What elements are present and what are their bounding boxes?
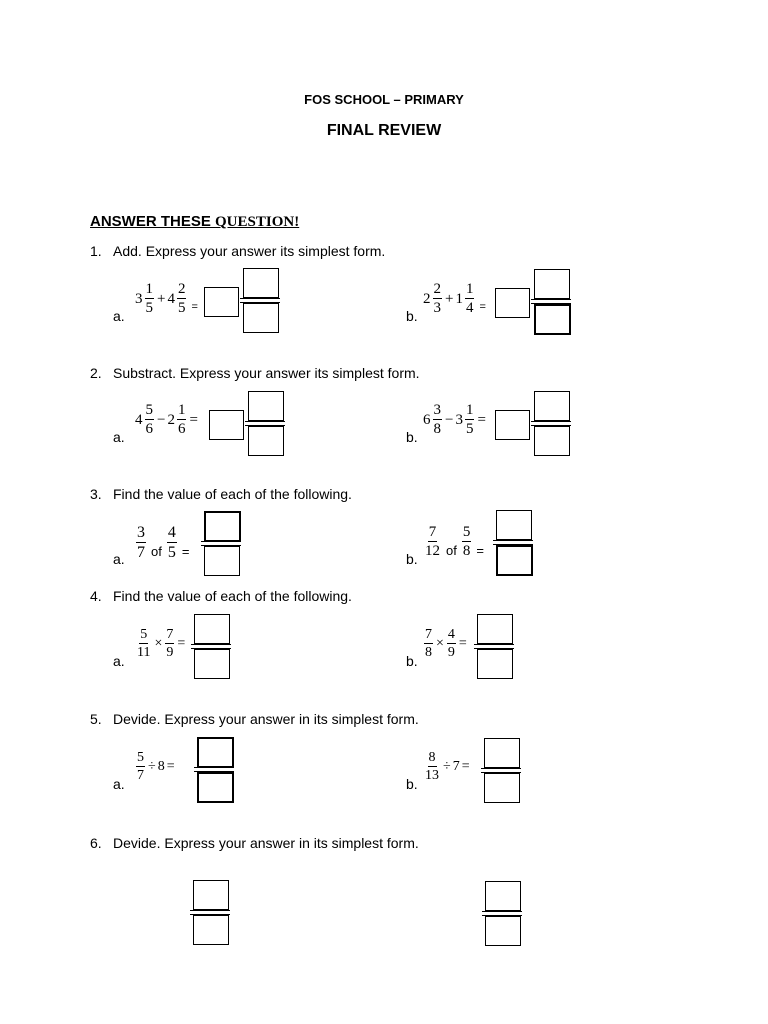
q5b-expression: $\frac{8}{13}$ ÷ 7 = xyxy=(425,750,470,783)
question-2-text: Substract. Express your answer its simplest form. xyxy=(113,365,420,381)
q2a-whole-answer-box[interactable] xyxy=(209,410,244,440)
q1b-denominator-box[interactable] xyxy=(534,304,571,335)
q5a-label: a. xyxy=(113,776,125,792)
q1a-whole-answer-box[interactable] xyxy=(204,287,239,317)
q2b-whole-answer-box[interactable] xyxy=(495,410,530,440)
page-title: FINAL REVIEW xyxy=(326,122,442,139)
q3b-expression: $\frac{7}{12}$ of $\frac{5}{8}$ = xyxy=(425,524,484,559)
q3b-denominator-box[interactable] xyxy=(496,545,533,576)
q2a-expression: 4 $\frac{5}{6}$ − 2 $\frac{1}{6}$ = xyxy=(135,402,198,437)
question-2: 2. Substract. Express your answer its simplest form. xyxy=(90,365,420,381)
q3a-numerator-box[interactable] xyxy=(204,511,241,542)
q5a-expression: $\frac{5}{7}$ ÷ 8 = xyxy=(137,750,175,783)
q2a-numerator-box[interactable] xyxy=(248,391,284,421)
q1a-denominator-box[interactable] xyxy=(243,303,279,333)
q1b-label: b. xyxy=(406,308,418,324)
question-4-text: Find the value of each of the following. xyxy=(113,588,352,604)
q1a-numerator-box[interactable] xyxy=(243,268,279,298)
q4b-denominator-box[interactable] xyxy=(477,649,513,679)
q6a-denominator-box[interactable] xyxy=(193,915,229,945)
q6a-numerator-box[interactable] xyxy=(193,880,229,910)
q2b-numerator-box[interactable] xyxy=(534,391,570,421)
q3b-label: b. xyxy=(406,551,418,567)
q6b-numerator-box[interactable] xyxy=(485,881,521,911)
q5a-numerator-box[interactable] xyxy=(197,737,234,768)
q2a-denominator-box[interactable] xyxy=(248,426,284,456)
question-5-text: Devide. Express your answer in its simplest form. xyxy=(113,711,419,727)
question-1: 1. Add. Express your answer its simplest form. xyxy=(90,243,386,259)
q1a-expression: 3 $\frac{1}{5}$ + 4 $\frac{2}{5}$ = xyxy=(135,281,198,316)
q3a-denominator-box[interactable] xyxy=(204,546,240,576)
q4b-numerator-box[interactable] xyxy=(477,614,513,644)
question-1-text: Add. Express your answer its simplest form. xyxy=(113,243,386,259)
q5a-denominator-box[interactable] xyxy=(197,772,234,803)
q3b-numerator-box[interactable] xyxy=(496,510,532,540)
q4b-label: b. xyxy=(406,653,418,669)
q5b-label: b. xyxy=(406,776,418,792)
q5b-numerator-box[interactable] xyxy=(484,738,520,768)
q1b-expression: 2 $\frac{2}{3}$ + 1 $\frac{1}{4}$ = xyxy=(423,281,486,316)
question-4: 4. Find the value of each of the following. xyxy=(90,588,352,604)
instructions-part1: ANSWER THESE xyxy=(90,213,216,230)
q4a-denominator-box[interactable] xyxy=(194,649,230,679)
q2a-label: a. xyxy=(113,429,125,445)
question-5: 5. Devide. Express your answer in its simplest form. xyxy=(90,711,419,727)
q1b-whole-answer-box[interactable] xyxy=(495,288,530,318)
question-3-text: Find the value of each of the following. xyxy=(113,486,352,502)
question-6: 6. Devide. Express your answer in its simplest form. xyxy=(90,835,419,851)
q4a-label: a. xyxy=(113,653,125,669)
q1a-label: a. xyxy=(113,308,125,324)
q2b-expression: 6 $\frac{3}{8}$ − 3 $\frac{1}{5}$ = xyxy=(423,402,486,437)
q2b-denominator-box[interactable] xyxy=(534,426,570,456)
question-6-text: Devide. Express your answer in its simplest form. xyxy=(113,835,419,851)
q1b-numerator-box[interactable] xyxy=(534,269,570,299)
q4b-expression: $\frac{7}{8}$ × $\frac{4}{9}$ = xyxy=(425,627,467,660)
q3a-label: a. xyxy=(113,551,125,567)
q6b-denominator-box[interactable] xyxy=(485,916,521,946)
instructions-heading xyxy=(90,213,299,231)
question-3: 3. Find the value of each of the following. xyxy=(90,486,352,502)
school-name: FOS SCHOOL – PRIMARY xyxy=(304,92,464,107)
q4a-expression: $\frac{5}{11}$ × $\frac{7}{9}$ = xyxy=(137,627,186,660)
instructions-part2: QUESTION! xyxy=(215,214,300,230)
q3a-expression: $\frac{3}{7}$ of $\frac{4}{5}$ = xyxy=(137,524,190,561)
q2b-label: b. xyxy=(406,429,418,445)
q4a-numerator-box[interactable] xyxy=(194,614,230,644)
q5b-denominator-box[interactable] xyxy=(484,773,520,803)
